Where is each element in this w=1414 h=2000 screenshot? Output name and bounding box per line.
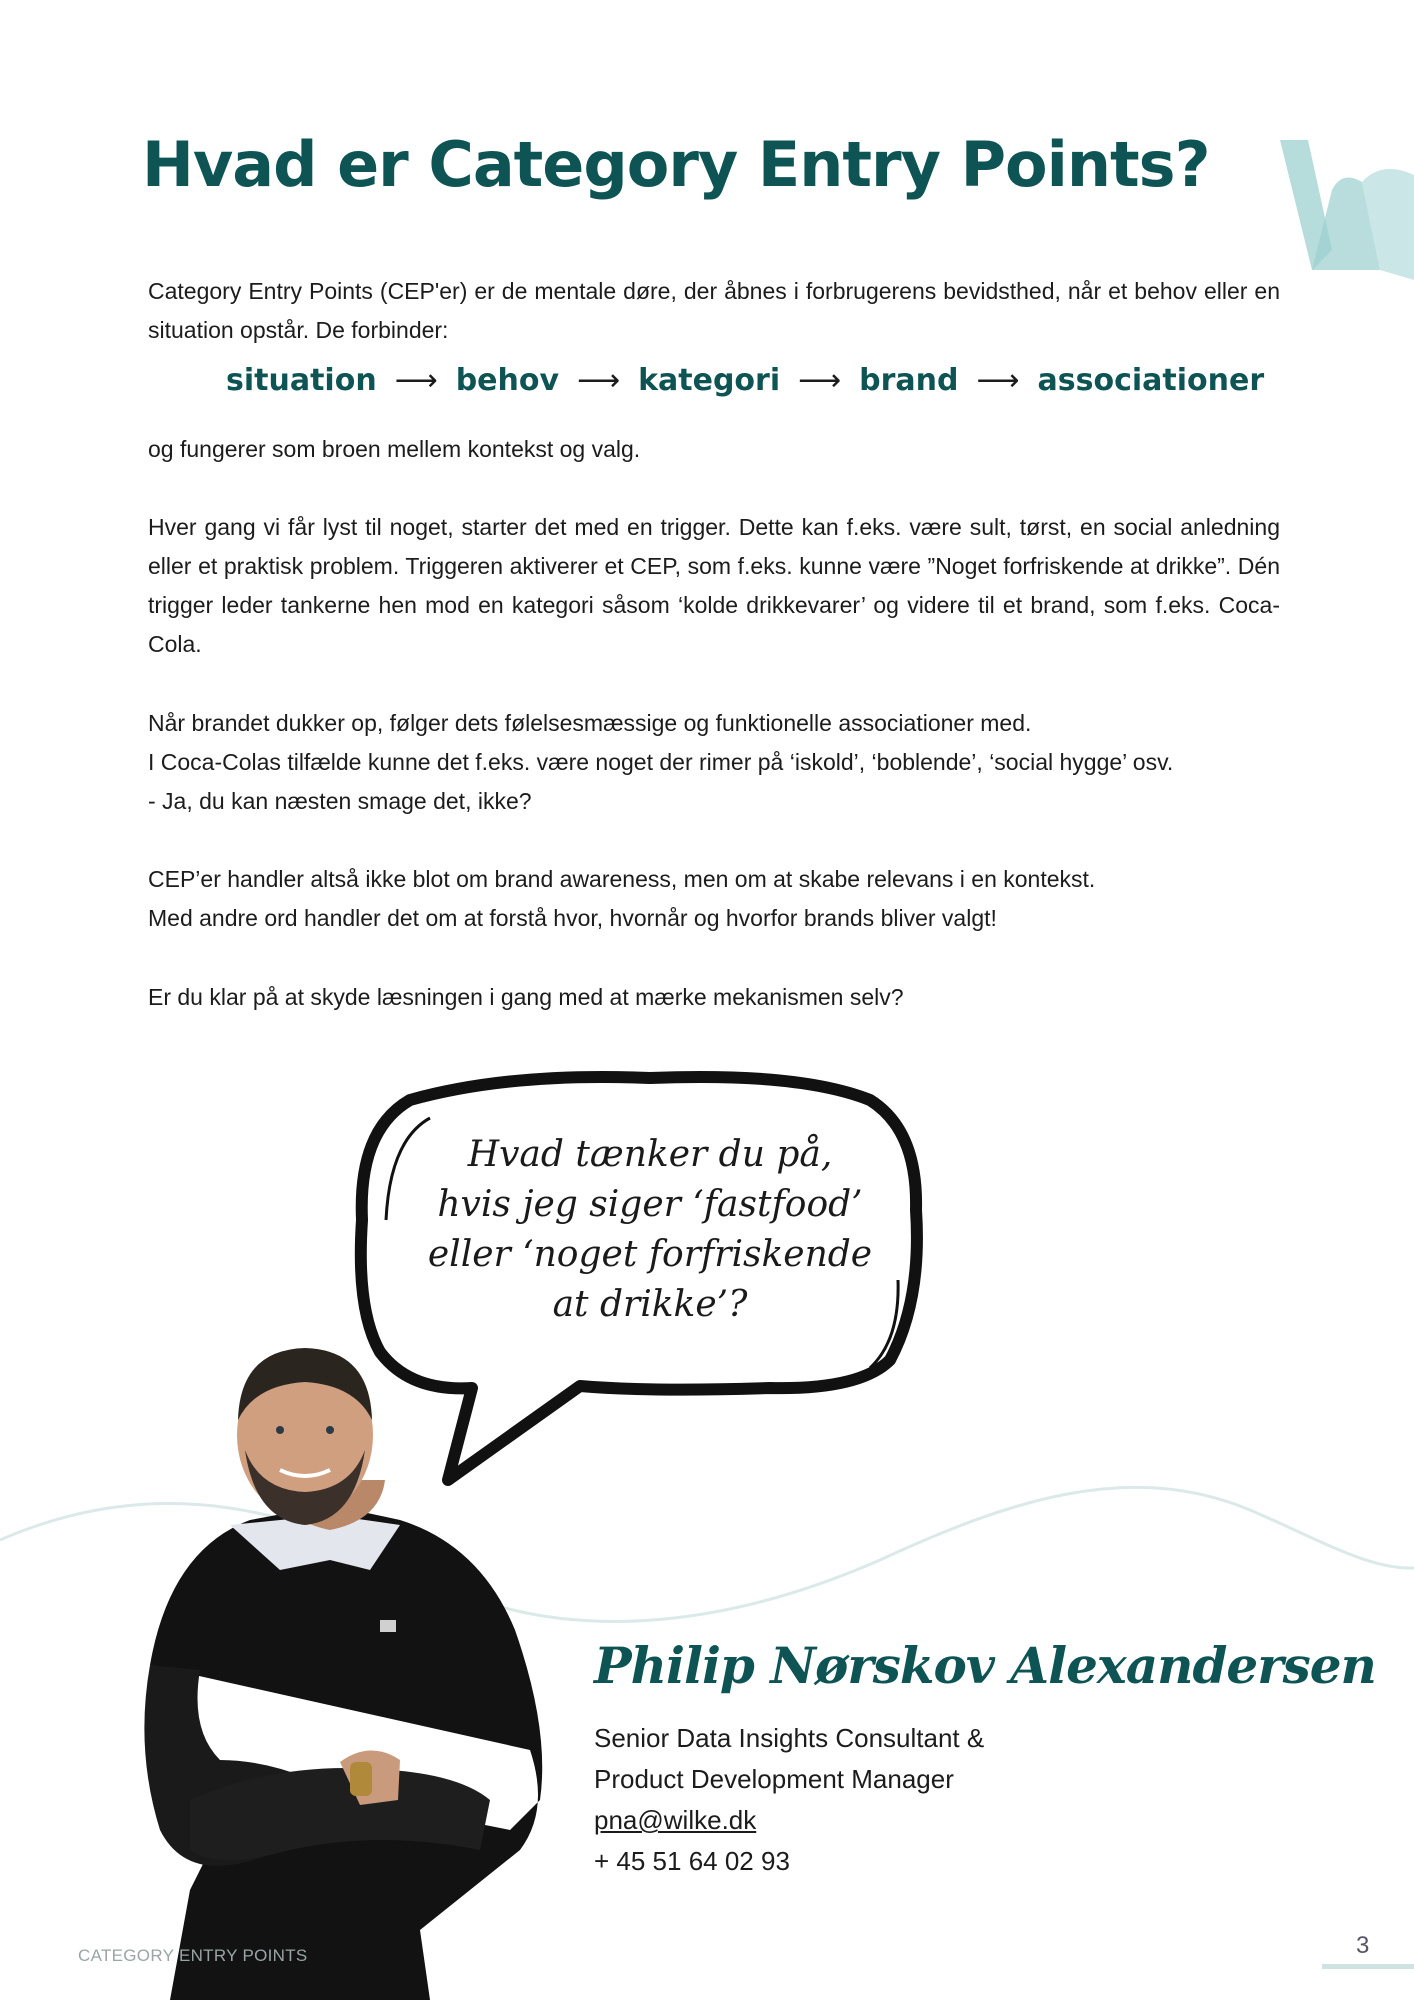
intro-paragraph: Category Entry Points (CEP'er) er de mentale døre, der åbnes i forbrugerens bevidsthed, når et behov eller en situation opstår. De forbinder:: [148, 278, 1280, 343]
bubble-line: at drikke’?: [552, 1284, 748, 1325]
associations-line: I Coca-Colas tilfælde kunne det f.eks. være noget der rimer på ‘iskold’, ‘boblende’, ‘social hygge’ osv.: [148, 749, 1174, 775]
arrow-icon: ⟶: [394, 362, 438, 398]
person-photo: [130, 1330, 550, 2000]
associations-line: - Ja, du kan næsten smage det, ikke?: [148, 788, 532, 814]
cep-flow: [226, 358, 1264, 402]
associations-line: Når brandet dukker op, følger dets følelsesmæssige og funktionelle associationer med.: [148, 710, 1032, 736]
footer-section-label: CATEGORY ENTRY POINTS: [78, 1946, 308, 1965]
flow-step-associationer: associationer: [1037, 362, 1265, 398]
associations-paragraph: [148, 704, 1280, 821]
bubble-line: hvis jeg siger ‘fastfood’: [437, 1184, 863, 1225]
bubble-line: Hvad tænker du på,: [467, 1134, 833, 1175]
signature: Philip Nørskov Alexandersen: [594, 1636, 1376, 1695]
flow-step-kategori: kategori: [638, 362, 781, 398]
page-title: Hvad er Category Entry Points?: [142, 128, 1210, 201]
relevance-line: Med andre ord handler det om at forstå hvor, hvornår og hvorfor brands bliver valgt!: [148, 905, 997, 931]
arrow-icon: ⟶: [798, 362, 842, 398]
wilke-logo-icon: [1270, 130, 1414, 280]
email-link[interactable]: pna@wilke.dk: [594, 1805, 757, 1835]
page-number: 3: [1356, 1932, 1370, 1959]
closing-question: Er du klar på at skyde læsningen i gang med at mærke mekanismen selv?: [148, 984, 904, 1010]
relevance-paragraph: [148, 860, 1280, 938]
role-line: Product Development Manager: [594, 1764, 954, 1794]
role-line: Senior Data Insights Consultant &: [594, 1723, 985, 1753]
relevance-line: CEP’er handler altså ikke blot om brand awareness, men om at skabe relevans i en kontekst.: [148, 866, 1096, 892]
flow-step-brand: brand: [859, 362, 959, 398]
phone-number: + 45 51 64 02 93: [594, 1846, 790, 1876]
bridge-sentence: og fungerer som broen mellem kontekst og valg.: [148, 436, 641, 462]
flow-step-situation: situation: [226, 362, 377, 398]
bubble-text: [405, 1130, 895, 1330]
bubble-line: eller ‘noget forfriskende: [427, 1234, 873, 1275]
arrow-icon: ⟶: [976, 362, 1020, 398]
trigger-paragraph: Hver gang vi får lyst til noget, starter det med en trigger. Dette kan f.eks. være sult, tørst, en social anledning eller et praktisk problem. Triggeren aktiverer et CEP, som f.eks. kunne være ”Noget forfriskende at drikke”. Dén trigger leder tankerne hen mod en kategori såsom ‘kolde drikkevarer’ og videre til et brand, som f.eks. Coca-Cola.: [148, 514, 1280, 657]
page-number-underline: [1322, 1964, 1414, 1969]
arrow-icon: ⟶: [577, 362, 621, 398]
flow-step-behov: behov: [455, 362, 560, 398]
contact-block: [594, 1718, 984, 1882]
